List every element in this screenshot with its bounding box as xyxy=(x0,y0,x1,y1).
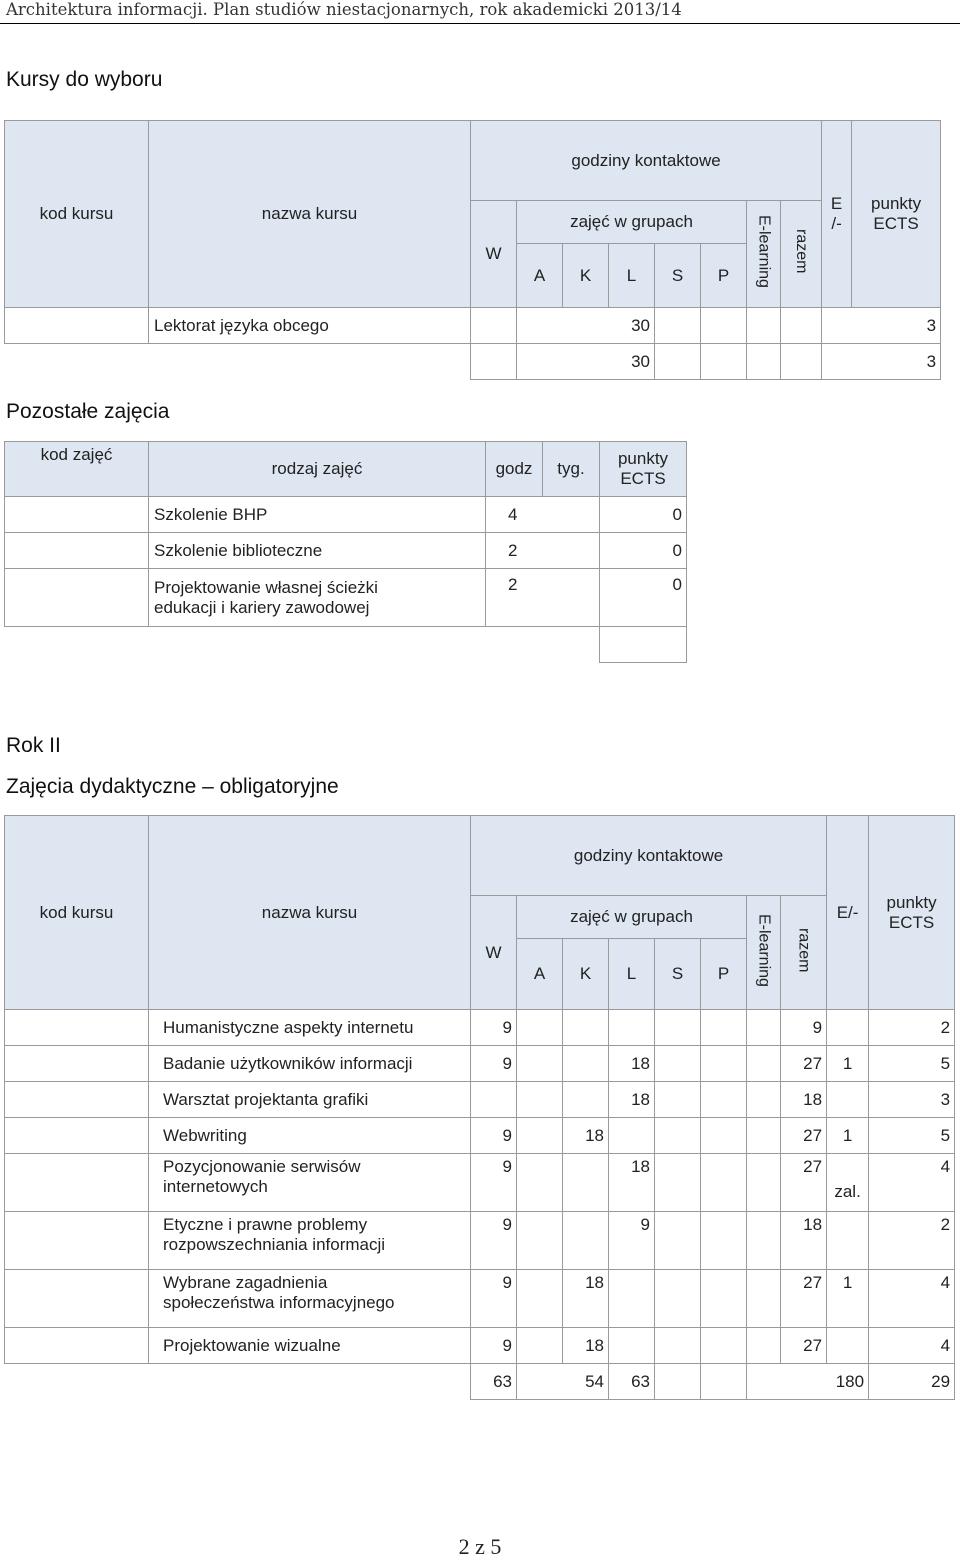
col-header-s: S xyxy=(655,244,701,308)
cell-k: 18 xyxy=(563,1328,609,1364)
cell-e: zal. xyxy=(827,1154,869,1212)
cell-e xyxy=(781,308,822,344)
col-header-l: L xyxy=(609,939,655,1010)
col-header-elearning xyxy=(747,201,781,308)
cell-p xyxy=(655,308,701,344)
cell-razem: 27 xyxy=(781,1154,827,1212)
cell-w: 9 xyxy=(471,1270,517,1328)
cell-rodzaj: Szkolenie BHP xyxy=(149,497,486,533)
cell-el xyxy=(747,1328,781,1364)
col-header-rodzaj: rodzaj zajęć xyxy=(149,442,486,497)
col-header-godziny: godziny kontaktowe xyxy=(471,816,827,896)
nazwa-line1: Pozycjonowanie serwisów xyxy=(163,1157,361,1176)
total-w: 63 xyxy=(471,1364,517,1400)
cell-l xyxy=(609,1118,655,1154)
col-header-elearning xyxy=(747,896,781,1010)
table-row xyxy=(5,1270,955,1328)
cell-e: 1 xyxy=(827,1046,869,1082)
cell-nazwa xyxy=(149,1154,471,1212)
table-row xyxy=(5,1118,955,1154)
col-header-kod: kod kursu xyxy=(5,121,149,308)
col-header-tyg: tyg. xyxy=(543,442,600,497)
cell-l: 18 xyxy=(609,1154,655,1212)
cell-a xyxy=(517,1212,563,1270)
col-header-nazwa: nazwa kursu xyxy=(149,816,471,1010)
e-line1: E xyxy=(830,194,843,213)
cell-ects: 5 xyxy=(869,1046,955,1082)
ects-line1: punkty xyxy=(617,449,669,468)
e-line2: /- xyxy=(831,214,842,233)
cell-godz: 4 xyxy=(486,497,600,533)
cell-kod xyxy=(5,533,149,569)
cell-el xyxy=(747,1010,781,1046)
cell-w: 9 xyxy=(471,1010,517,1046)
total-razem: 180 xyxy=(747,1364,869,1400)
cell-k: 18 xyxy=(563,1270,609,1328)
cell-nazwa xyxy=(149,1328,471,1364)
total-row xyxy=(5,627,687,663)
cell-s xyxy=(655,1082,701,1118)
col-header-w: W xyxy=(471,201,517,308)
col-header-p: P xyxy=(701,244,747,308)
cell-p xyxy=(701,1046,747,1082)
cell-p xyxy=(701,1082,747,1118)
nazwa-line1: Badanie użytkowników informacji xyxy=(163,1053,413,1073)
total-ects: 29 xyxy=(869,1364,955,1400)
cell-e xyxy=(827,1082,869,1118)
cell-p xyxy=(701,1212,747,1270)
cell-kod xyxy=(5,497,149,533)
cell-k xyxy=(563,1154,609,1212)
col-header-k: K xyxy=(563,244,609,308)
cell-l xyxy=(609,1270,655,1328)
nazwa-line1: Wybrane zagadnienia xyxy=(163,1273,328,1292)
cell-rodzaj: Szkolenie biblioteczne xyxy=(149,533,486,569)
cell-kod xyxy=(5,1082,149,1118)
cell-p xyxy=(701,1328,747,1364)
cell-kod xyxy=(5,1212,149,1270)
cell-nazwa xyxy=(149,1010,471,1046)
cell-a xyxy=(517,1154,563,1212)
ects-line2: ECTS xyxy=(873,214,919,233)
col-header-grupy: zajęć w grupach xyxy=(517,896,747,939)
rodzaj-line1: Projektowanie własnej ścieżki xyxy=(154,577,378,597)
cell-el xyxy=(747,1270,781,1328)
cell-w: 9 xyxy=(471,1212,517,1270)
cell-nazwa xyxy=(149,1046,471,1082)
table-row xyxy=(5,533,687,569)
page-number: 2 z 5 xyxy=(458,1534,502,1559)
nazwa-line2: internetowych xyxy=(163,1177,268,1196)
total-row xyxy=(5,344,941,380)
cell-razem: 9 xyxy=(781,1010,827,1046)
cell-kod xyxy=(5,569,149,627)
col-header-e: E/- xyxy=(827,816,869,1010)
cell-a xyxy=(517,1328,563,1364)
cell-nazwa xyxy=(149,1118,471,1154)
cell-kod xyxy=(5,1046,149,1082)
col-header-ects xyxy=(869,816,955,1010)
col-header-k: K xyxy=(563,939,609,1010)
col-header-s: S xyxy=(655,939,701,1010)
cell-s xyxy=(655,1046,701,1082)
col-header-kod: kod kursu xyxy=(5,816,149,1010)
cell-k xyxy=(563,1082,609,1118)
table-row xyxy=(5,1154,955,1212)
cell-ects: 5 xyxy=(869,1118,955,1154)
cell-a xyxy=(517,1010,563,1046)
col-header-a: A xyxy=(517,244,563,308)
cell-k xyxy=(563,1010,609,1046)
total-k: 30 xyxy=(517,344,655,380)
cell-razem: 27 xyxy=(781,1328,827,1364)
table-row xyxy=(5,308,941,344)
header-rule xyxy=(0,23,960,24)
razem-label: razem xyxy=(793,229,811,274)
cell-razem: 27 xyxy=(781,1270,827,1328)
nazwa-line1: Projektowanie wizualne xyxy=(163,1335,341,1355)
cell-el xyxy=(747,1082,781,1118)
col-header-razem xyxy=(781,896,827,1010)
cell-ects: 0 xyxy=(600,497,687,533)
cell-l xyxy=(609,1328,655,1364)
section-heading-kursy: Kursy do wyboru xyxy=(6,68,163,91)
cell-s xyxy=(655,1212,701,1270)
nazwa-line2: społeczeństwa informacyjnego xyxy=(163,1293,395,1312)
nazwa-line1: Warsztat projektanta grafiki xyxy=(163,1089,369,1109)
cell-kod xyxy=(5,1328,149,1364)
cell-w: 9 xyxy=(471,1328,517,1364)
col-header-godziny: godziny kontaktowe xyxy=(471,121,822,201)
cell-s xyxy=(655,1154,701,1212)
cell-w: 9 xyxy=(471,1154,517,1212)
table-pozostale-zajecia xyxy=(4,441,687,663)
total-ects xyxy=(600,627,687,663)
cell-s xyxy=(655,1118,701,1154)
cell-a xyxy=(517,1118,563,1154)
cell-razem: 27 xyxy=(781,1118,827,1154)
cell-p xyxy=(701,1270,747,1328)
elearning-label: E-learning xyxy=(755,215,773,288)
cell-godz: 2 xyxy=(486,533,600,569)
cell-e xyxy=(827,1010,869,1046)
cell-el xyxy=(747,1154,781,1212)
cell-e xyxy=(827,1212,869,1270)
cell-el xyxy=(747,1118,781,1154)
table-kursy-do-wyboru xyxy=(4,120,941,380)
ects-line1: punkty xyxy=(871,194,922,213)
total-row xyxy=(5,1364,955,1400)
cell-k xyxy=(563,1212,609,1270)
cell-w: 9 xyxy=(471,1046,517,1082)
cell-s xyxy=(655,1328,701,1364)
cell-a xyxy=(517,1082,563,1118)
nazwa-line1: Etyczne i prawne problemy xyxy=(163,1215,368,1234)
cell-nazwa: Lektorat języka obcego xyxy=(149,308,471,344)
col-header-nazwa: nazwa kursu xyxy=(149,121,471,308)
table-row xyxy=(5,1010,955,1046)
nazwa-line1: Webwriting xyxy=(163,1125,247,1145)
table-row xyxy=(5,1328,955,1364)
table-row xyxy=(5,1082,955,1118)
cell-kod xyxy=(5,1154,149,1212)
table-row xyxy=(5,569,687,627)
cell-p xyxy=(701,1010,747,1046)
cell-w: 9 xyxy=(471,1118,517,1154)
cell-l xyxy=(609,1010,655,1046)
cell-a xyxy=(517,1270,563,1328)
table-obligatoryjne xyxy=(4,815,955,1400)
col-header-ects xyxy=(600,442,687,497)
col-header-kod-zajec: kod zajęć xyxy=(5,442,149,497)
cell-godz: 2 xyxy=(486,569,600,627)
section-heading-obligatoryjne: Zajęcia dydaktyczne – obligatoryjne xyxy=(6,775,339,798)
ects-line2: ECTS xyxy=(888,912,935,932)
cell-nazwa xyxy=(149,1270,471,1328)
col-header-p: P xyxy=(701,939,747,1010)
table-row xyxy=(5,497,687,533)
col-header-grupy: zajęć w grupach xyxy=(517,201,747,244)
cell-el xyxy=(747,1046,781,1082)
cell-ects: 2 xyxy=(869,1010,955,1046)
cell-k xyxy=(563,1046,609,1082)
cell-ects: 3 xyxy=(822,308,941,344)
cell-e: 1 xyxy=(827,1118,869,1154)
cell-nazwa xyxy=(149,1082,471,1118)
cell-ects: 2 xyxy=(869,1212,955,1270)
nazwa-line2: rozpowszechniania informacji xyxy=(163,1235,386,1254)
col-header-godz: godz xyxy=(486,442,543,497)
rodzaj-line2: edukacji i kariery zawodowej xyxy=(154,597,370,617)
cell-k: 18 xyxy=(563,1118,609,1154)
cell-s xyxy=(655,1270,701,1328)
cell-kod xyxy=(5,1270,149,1328)
cell-ects: 4 xyxy=(869,1328,955,1364)
col-header-w: W xyxy=(471,896,517,1010)
cell-l: 18 xyxy=(609,1082,655,1118)
cell-nazwa xyxy=(149,1212,471,1270)
table-row xyxy=(5,1212,955,1270)
cell-e xyxy=(827,1328,869,1364)
running-header: Architektura informacji. Plan studiów niestacjonarnych, rok akademicki 2013/14 xyxy=(6,0,682,19)
cell-l: 9 xyxy=(609,1212,655,1270)
cell-rodzaj xyxy=(149,569,486,627)
cell-el xyxy=(747,1212,781,1270)
cell-p xyxy=(701,1118,747,1154)
table-row xyxy=(5,1046,955,1082)
cell-ects: 0 xyxy=(600,569,687,627)
col-header-ects xyxy=(852,121,941,308)
cell-w xyxy=(471,1082,517,1118)
cell-l: 18 xyxy=(609,1046,655,1082)
ects-line1: punkty xyxy=(886,892,937,912)
col-header-a: A xyxy=(517,939,563,1010)
razem-label: razem xyxy=(795,927,813,973)
cell-razem: 27 xyxy=(781,1046,827,1082)
cell-razem: 18 xyxy=(781,1082,827,1118)
cell-s xyxy=(655,1010,701,1046)
cell-w xyxy=(471,308,517,344)
section-heading-rok: Rok II xyxy=(6,734,61,757)
col-header-l: L xyxy=(609,244,655,308)
total-l: 63 xyxy=(609,1364,655,1400)
col-header-e xyxy=(822,121,852,308)
cell-a xyxy=(517,1046,563,1082)
cell-p xyxy=(701,1154,747,1212)
elearning-label: E-learning xyxy=(755,913,773,987)
total-k: 54 xyxy=(517,1364,609,1400)
cell-e: 1 xyxy=(827,1270,869,1328)
col-header-razem xyxy=(781,201,822,308)
cell-razem xyxy=(747,308,781,344)
cell-k: 30 xyxy=(517,308,655,344)
ects-line2: ECTS xyxy=(620,469,666,488)
cell-el xyxy=(701,308,747,344)
cell-kod xyxy=(5,1010,149,1046)
cell-ects: 3 xyxy=(869,1082,955,1118)
cell-ects: 0 xyxy=(600,533,687,569)
nazwa-line1: Humanistyczne aspekty internetu xyxy=(163,1017,414,1037)
cell-ects: 4 xyxy=(869,1154,955,1212)
section-heading-pozostale: Pozostałe zajęcia xyxy=(6,400,170,423)
total-ects: 3 xyxy=(822,344,941,380)
cell-kod xyxy=(5,308,149,344)
cell-razem: 18 xyxy=(781,1212,827,1270)
cell-ects: 4 xyxy=(869,1270,955,1328)
cell-kod xyxy=(5,1118,149,1154)
